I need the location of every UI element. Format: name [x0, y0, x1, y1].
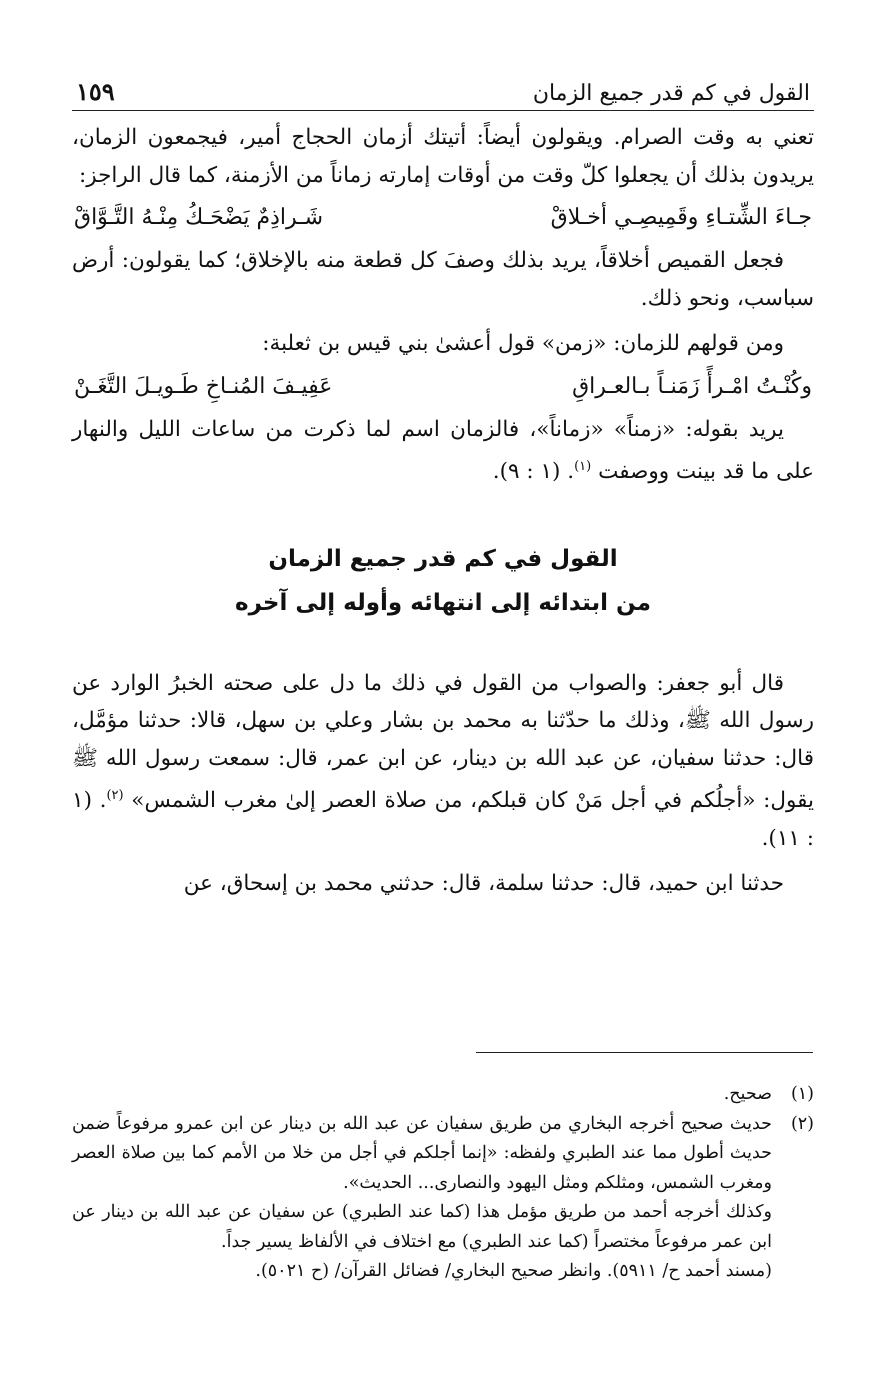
paragraph-3: ومن قولهم للزمان: «زمن» قول أعشىٰ بني قيس بن ثعلبة: [262, 331, 784, 356]
section-heading-line-1: القول في كم قدر جميع الزمان [268, 545, 618, 572]
footnote-2-marker: (٢) [790, 1113, 814, 1134]
paragraph-5 [72, 665, 814, 858]
paragraph-4-citation: . (١ : ٩). [492, 459, 575, 485]
paragraph-5-text: قال أبو جعفر: والصواب من القول في ذلك ما دل على صحته الخبرُ الوارد عن رسول الله ﷺ، وذلك ما حدّثنا به محمد بن بشار وعلي بن سهل، قالا: حدثنا مؤمَّل، قال: حدثنا سفيان، عن عبد الله بن دينار، عن ابن عمر، قال: سمعت رسول الله ﷺ يقول: «أجلُكم في أجل مَنْ كان قبلكم، من صلاة العصر إلىٰ مغرب الشمس» [72, 670, 814, 814]
footnote-ref-2[interactable]: (٢) [106, 788, 124, 804]
paragraph-4 [72, 411, 814, 491]
footnote-1-marker: (١) [790, 1084, 814, 1104]
footnote-2 [72, 1110, 814, 1287]
verse-1 [72, 198, 814, 238]
paragraph-4-text: يريد بقوله: «زمناً» «زماناً»، فالزمان اسم لما ذكرت من ساعات الليل والنهار على ما قد بينت ووصفت [72, 416, 814, 485]
verse-2-first-hemistich: وكُنْـتُ امْـرأً زَمَنـاً بـالعـراقِ [572, 373, 812, 399]
footnote-2-line-1: حديث صحيح أخرجه البخاري من طريق سفيان عن عبد الله بن دينار عن ابن عمرو مرفوعاً ضمن حديث أطول مما عند الطبري ولفظه: «إنما أجلكم في أجل من خلا من الأمم كما بين صلاة العصر ومغرب الشمس، ومثلكم ومثل اليهود والنصارى... الحديث». [72, 1113, 772, 1193]
verse-1-first-hemistich: جـاءَ الشِّتـاءِ وقَمِيصِـي أخـلاقْ [550, 205, 812, 230]
footnotes [72, 1080, 814, 1287]
verse-2 [72, 367, 814, 407]
paragraph-2: فجعل القميص أخلاقاً، يريد بذلك وصفَ كل قطعة منه بالإخلاق؛ كما يقولون: أرض سباسب، ونحو ذلك. [72, 248, 814, 311]
footnote-ref-1[interactable]: (١) [574, 459, 592, 474]
footnote-1-text: صحيح. [723, 1084, 772, 1104]
paragraph-6: حدثنا ابن حميد، قال: حدثنا سلمة، قال: حدثني محمد بن إسحاق، عن [183, 871, 784, 897]
running-header [72, 62, 814, 111]
verse-1-second-hemistich: شَـراذِمٌ يَضْحَـكُ مِنْـهُ التَّـوَّاقْ [74, 205, 324, 230]
verse-2-second-hemistich: عَفِيـفَ المُنـاخِ طَـويـلَ التَّغَـنْ [74, 373, 333, 399]
footnote-2-line-2: وكذلك أخرجه أحمد من طريق مؤمل هذا (كما عند الطبري) عن سفيان عن عبد الله بن دينار عن ابن عمر مرفوعاً مختصراً (كما عند الطبري) مع اختلاف في الألفاظ يسير جداً. [72, 1202, 772, 1252]
footnote-2-line-3: (مسند أحمد ح/ ٥٩١١). وانظر صحيح البخاري/ فضائل القرآن/ (ح ٥٠٢١). [255, 1261, 772, 1281]
page-number: ١٥٩ [76, 77, 115, 106]
footnote-divider [476, 1052, 813, 1053]
paragraph-5-citation: . (١ : ١١). [72, 788, 814, 851]
running-title: القول في كم قدر جميع الزمان [532, 81, 810, 106]
section-heading-line-2: من ابتدائه إلى انتهائه وأوله إلى آخره [235, 589, 651, 616]
footnote-1 [72, 1080, 814, 1110]
page [72, 62, 814, 903]
paragraph-1: تعني به وقت الصرام. ويقولون أيضاً: أتيتك أزمان الحجاج أمير، فيجمعون الزمان، يريدون بذلك أن يجعلوا كلّ وقت من أوقات إمارته زماناً من الأزمنة، كما قال الراجز: [72, 125, 814, 188]
